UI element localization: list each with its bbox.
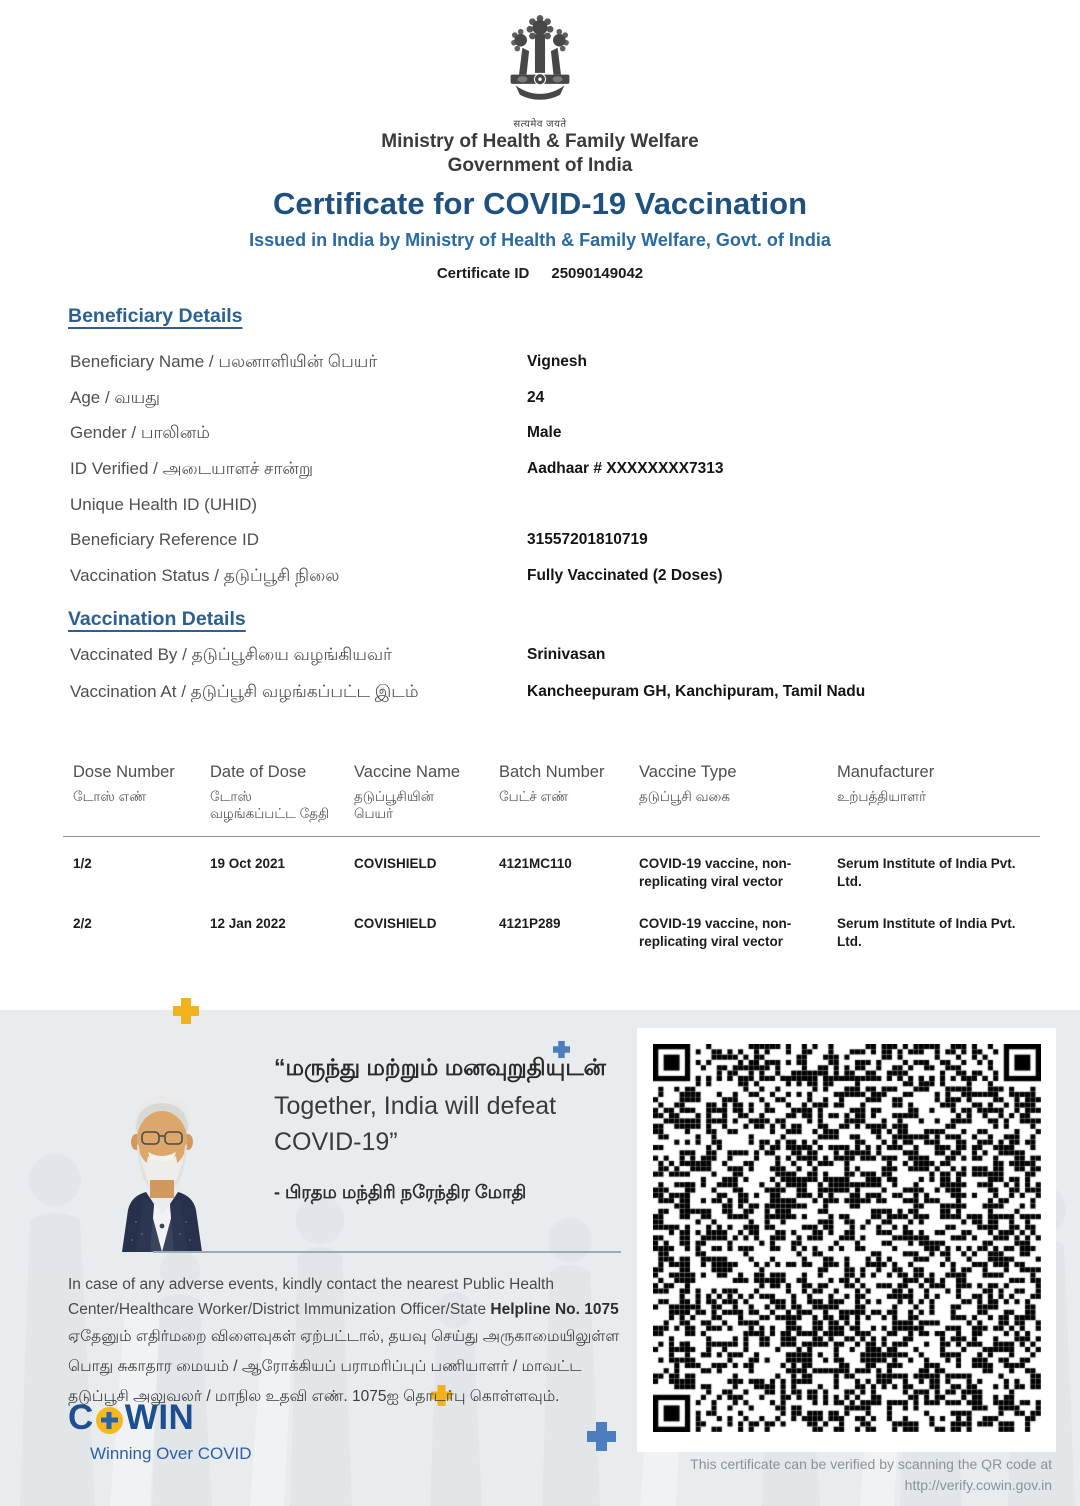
dose-table-header — [63, 763, 1040, 837]
table-row — [63, 855, 1040, 891]
qr-caption: This certificate can be verified by scanning the QR code at http://verify.cowin.gov.in — [690, 1456, 1052, 1493]
beneficiary-row — [70, 566, 1030, 602]
row-label: ID Verified / அடையாளச் சான்று — [70, 459, 314, 479]
cell-vaccine-name: COVISHIELD — [354, 856, 437, 871]
cell-dose-number: 1/2 — [73, 856, 92, 871]
cell-batch-number: 4121P289 — [499, 916, 561, 931]
cowin-logo-plus-icon — [96, 1407, 123, 1434]
row-value: Aadhaar # XXXXXXXX7313 — [527, 460, 724, 478]
cell-dose-number: 2/2 — [73, 916, 92, 931]
column-header-vaccine-name: Vaccine Name தடுப்பூசியின் பெயர் — [354, 763, 461, 821]
qr-code — [637, 1028, 1056, 1452]
quote-tamil: “மருந்து மற்றும் மனவுறுதியுடன் — [274, 1054, 606, 1080]
cell-vaccine-name: COVISHIELD — [354, 916, 437, 931]
row-label: Beneficiary Reference ID — [70, 530, 259, 550]
dose-table — [63, 763, 1040, 951]
table-row — [63, 915, 1040, 951]
cowin-logo-win: WIN — [124, 1398, 195, 1437]
certificate-title: Certificate for COVID-19 Vaccination — [272, 186, 808, 221]
row-value: Fully Vaccinated (2 Doses) — [527, 567, 723, 585]
helpline-number: Helpline No. 1075 — [490, 1301, 619, 1318]
ministry-line2: Government of India — [447, 155, 633, 176]
row-value: 24 — [527, 388, 545, 406]
row-label: Vaccinated By / தடுப்பூசியை வழங்கியவர் — [70, 645, 393, 664]
beneficiary-row — [70, 352, 1030, 388]
ministry-name — [0, 130, 1080, 178]
row-value: Vignesh — [527, 353, 588, 370]
row-value: 31557201810719 — [527, 531, 648, 549]
column-header-dose-number: Dose Number டோஸ் எண் — [73, 763, 175, 804]
beneficiary-row — [70, 423, 1030, 459]
row-label: Gender / பாலினம் — [70, 423, 210, 443]
qr-code-canvas — [653, 1044, 1041, 1432]
cowin-logo — [68, 1398, 252, 1464]
cell-manufacturer: Serum Institute of India Pvt. Ltd. — [837, 916, 1016, 949]
vaccination-row — [70, 682, 1030, 719]
cowin-tagline: Winning Over COVID — [90, 1444, 252, 1463]
row-label: Age / வயது — [70, 387, 161, 407]
ashoka-emblem-icon — [498, 14, 582, 110]
plus-icon — [170, 995, 202, 1027]
national-emblem — [0, 14, 1080, 130]
certificate-id-value: 25090149042 — [551, 265, 644, 282]
quote-divider — [153, 1251, 621, 1253]
row-value: Male — [527, 424, 562, 442]
row-label: Beneficiary Name / பலனாளியின் பெயர் — [70, 352, 378, 371]
column-header-vaccine-type: Vaccine Type தடுப்பூசி வகை — [639, 763, 737, 804]
vaccination-details-heading: Vaccination Details — [68, 608, 246, 630]
helpline-tamil-text: ஏதேனும் எதிர்மறை விளைவுகள் ஏற்பட்டால், தயவு செய்து அருகாமையிலுள்ள பொது சுகாதார மையம் / ஆரோக்கியப் பராமரிப்புப் பணியாளர் / மாவட்ட தடுப்பூசி அலுவலர் / மாநில உதவி எண். 1075ஐ தொடர்பு கொள்ளவும். — [68, 1328, 620, 1405]
column-header-date-of-dose: Date of Dose டோஸ் வழங்கப்பட்ட தேதி — [210, 763, 330, 821]
certificate-id — [0, 265, 1080, 282]
cell-batch-number: 4121MC110 — [499, 856, 572, 871]
row-label: Vaccination At / தடுப்பூசி வழங்கப்பட்ட இடம் — [70, 682, 419, 701]
ministry-line1: Ministry of Health & Family Welfare — [381, 131, 699, 152]
row-label: Vaccination Status / தடுப்பூசி நிலை — [70, 566, 340, 586]
certificate-subtitle: Issued in India by Ministry of Health & Family Welfare, Govt. of India — [249, 230, 831, 250]
quote-english: Together, India will defeat COVID-19” — [274, 1092, 557, 1156]
beneficiary-details — [70, 352, 1030, 602]
beneficiary-row — [70, 388, 1030, 424]
cell-date-of-dose: 12 Jan 2022 — [210, 916, 286, 931]
column-header-manufacturer: Manufacturer உற்பத்தியாளர் — [837, 763, 935, 804]
quote-attribution: - பிரதம மந்திரி நரேந்திர மோதி — [274, 1182, 527, 1202]
helpline-text: In case of any adverse events, kindly contact the nearest Public Health Center/Healthcare Worker/District Immunization Officer/State Helpline No. 1075 — [68, 1276, 619, 1318]
vaccination-details — [70, 645, 1030, 719]
plus-icon — [584, 1419, 619, 1454]
certificate-id-label: Certificate ID — [436, 265, 530, 282]
vaccination-row — [70, 645, 1030, 682]
beneficiary-details-heading: Beneficiary Details — [68, 305, 243, 327]
cell-date-of-dose: 19 Oct 2021 — [210, 856, 286, 871]
cowin-logo-c: C — [68, 1398, 94, 1437]
beneficiary-row — [70, 495, 1030, 531]
quote-block — [274, 1052, 634, 1205]
cell-vaccine-type: COVID-19 vaccine, non-replicating viral vector — [639, 916, 792, 949]
row-value: Srinivasan — [527, 646, 606, 663]
cell-manufacturer: Serum Institute of India Pvt. Ltd. — [837, 856, 1016, 889]
column-header-batch-number: Batch Number பேட்ச் எண் — [499, 763, 605, 804]
row-value: Kancheepuram GH, Kanchipuram, Tamil Nadu — [527, 683, 866, 700]
modi-photo — [84, 1082, 228, 1252]
row-label: Unique Health ID (UHID) — [70, 494, 258, 514]
cell-vaccine-type: COVID-19 vaccine, non-replicating viral vector — [639, 856, 792, 889]
beneficiary-row — [70, 530, 1030, 566]
emblem-motto: सत्यमेव जयते — [513, 119, 567, 130]
beneficiary-row — [70, 459, 1030, 495]
